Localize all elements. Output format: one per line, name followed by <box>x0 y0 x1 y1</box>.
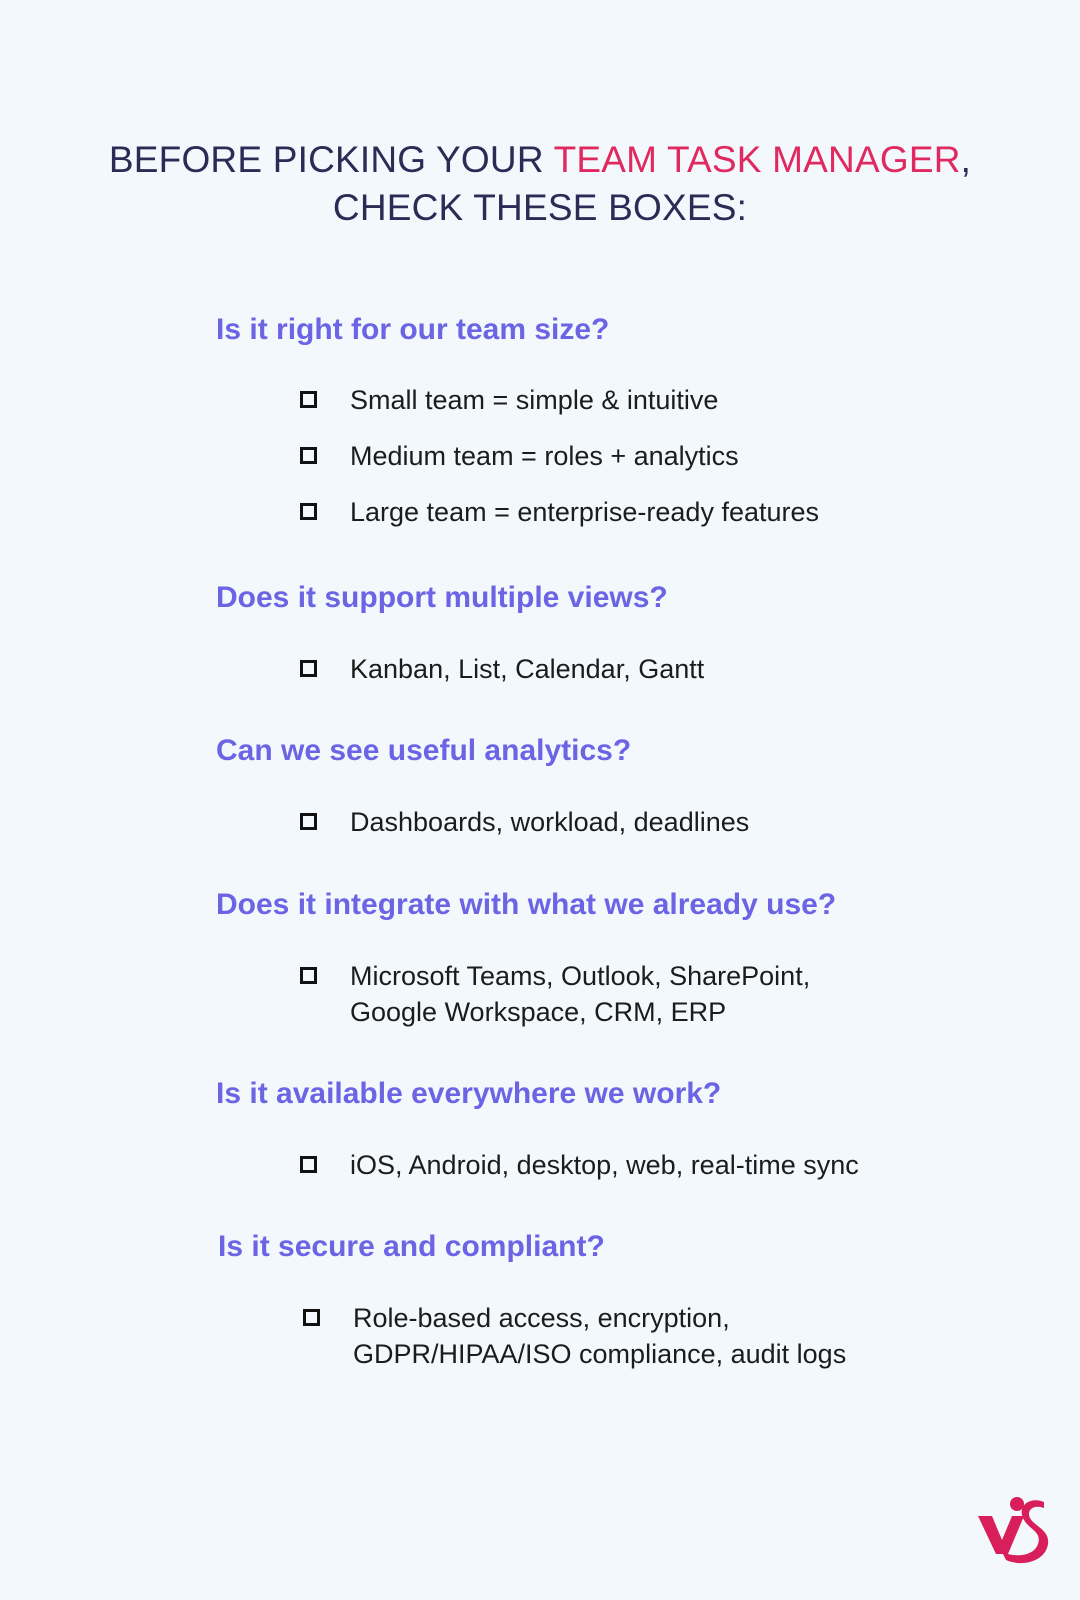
item-text: iOS, Android, desktop, web, real-time sync <box>350 1150 859 1180</box>
brand-logo-icon <box>972 1494 1052 1566</box>
checkbox[interactable] <box>300 660 317 677</box>
title-line-2: CHECK THESE BOXES: <box>332 187 748 228</box>
title-part-2: , <box>960 139 972 180</box>
item-text: Dashboards, workload, deadlines <box>350 807 750 837</box>
checkbox[interactable] <box>303 1309 320 1326</box>
question-heading: Does it integrate with what we already use? <box>216 888 837 921</box>
page-title <box>0 136 1080 232</box>
title-part-1: BEFORE PICKING YOUR <box>108 139 554 180</box>
checkbox[interactable] <box>300 447 317 464</box>
item-text: Medium team = roles + analytics <box>350 441 739 471</box>
item-text: Kanban, List, Calendar, Gantt <box>350 654 705 684</box>
question-heading: Is it secure and compliant? <box>218 1230 605 1263</box>
title-accent: TEAM TASK MANAGER <box>553 139 961 180</box>
question-heading: Is it available everywhere we work? <box>216 1077 722 1110</box>
question-heading: Does it support multiple views? <box>216 581 668 614</box>
checkbox[interactable] <box>300 503 317 520</box>
item-text: Microsoft Teams, Outlook, SharePoint, Google Workspace, CRM, ERP <box>350 961 811 1027</box>
question-heading: Can we see useful analytics? <box>216 734 632 767</box>
checkbox[interactable] <box>300 813 317 830</box>
question-heading: Is it right for our team size? <box>216 313 610 346</box>
item-text: Large team = enterprise-ready features <box>350 497 820 527</box>
title-line-1 <box>0 136 1080 184</box>
checkbox[interactable] <box>300 967 317 984</box>
item-text: Small team = simple & intuitive <box>350 385 719 415</box>
checkbox[interactable] <box>300 391 317 408</box>
checkbox[interactable] <box>300 1156 317 1173</box>
item-text: Role-based access, encryption, GDPR/HIPAA/ISO compliance, audit logs <box>353 1303 847 1369</box>
